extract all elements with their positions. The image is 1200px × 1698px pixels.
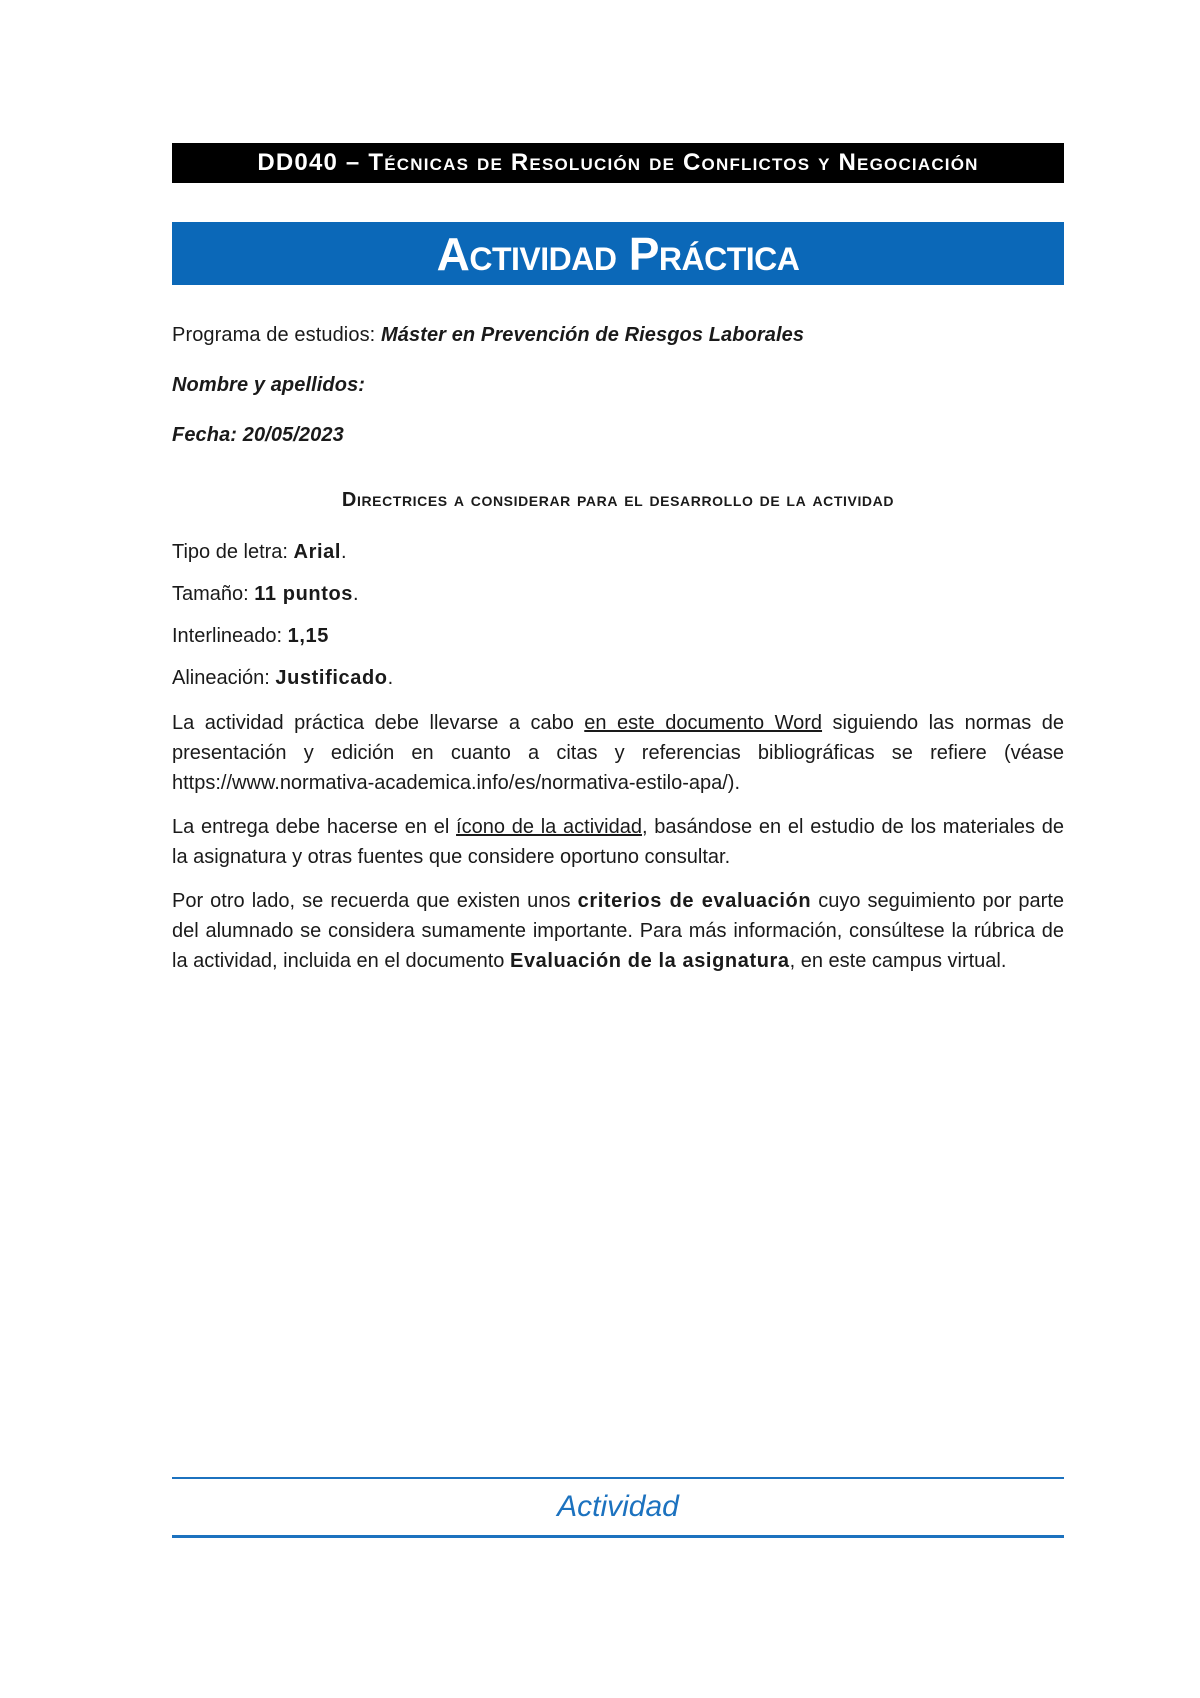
p3-text-a: Por otro lado, se recuerda que existen unos (172, 890, 578, 912)
spacing-spec-label: Interlineado: (172, 625, 288, 647)
p3-text-b: cuyo seguimiento por parte del alumnado se considera sumamente importante. Para más información, consúltese la rúbrica de la actividad, incluida en el documento (172, 890, 1065, 972)
instructions (172, 708, 1064, 976)
align-spec: Alineación: Justificado. (172, 667, 394, 689)
align-spec-value: Justificado (275, 667, 388, 689)
date-label: Fecha: 20/05/2023 (172, 424, 344, 446)
size-spec: Tamaño: 11 puntos. (172, 583, 359, 605)
size-spec-label: Tamaño: (172, 583, 255, 605)
name-label: Nombre y apellidos: (172, 374, 366, 396)
page-footer (172, 1477, 1064, 1538)
size-spec-value: 11 puntos (254, 583, 354, 605)
activity-title-bar (172, 222, 1064, 285)
footer-label: Actividad (557, 1490, 679, 1523)
paragraph-word-document (172, 708, 1064, 798)
p2-text-b: , basándose en el estudio de los materiales de la asignatura y otras fuentes que considere oportuno consultar. (172, 816, 1065, 868)
p1-text-a: La actividad práctica debe llevarse a cabo (172, 712, 585, 734)
align-spec-label: Alineación: (172, 667, 276, 689)
course-title-bar (172, 143, 1064, 183)
course-title: DD040 – Técnicas de Resolución de Conflictos y Negociación (257, 149, 979, 176)
word-document-link[interactable]: en este documento Word (584, 712, 823, 734)
student-info (172, 323, 1064, 447)
format-specs (172, 540, 1064, 690)
font-spec: Tipo de letra: Arial. (172, 541, 347, 563)
activity-title: Actividad Práctica (436, 227, 800, 280)
name-line (172, 373, 1064, 397)
paragraph-evaluation (172, 886, 1064, 976)
date-line (172, 423, 1064, 447)
evaluation-criteria: criterios de evaluación (577, 890, 812, 912)
document-page (172, 143, 1064, 990)
guidelines-title: Directrices a considerar para el desarrollo de la actividad (341, 489, 895, 511)
spacing-spec (172, 624, 1064, 648)
font-spec-value: Arial (293, 541, 342, 563)
activity-icon-link[interactable]: ícono de la actividad (456, 816, 642, 838)
program-line (172, 323, 1064, 347)
p2-text-a: La entrega debe hacerse en el (172, 816, 457, 838)
program-value: Máster en Prevención de Riesgos Laborales (380, 324, 805, 346)
paragraph-submission (172, 812, 1064, 872)
p3-text-c: , en este campus virtual. (789, 950, 1007, 972)
font-spec-label: Tipo de letra: (172, 541, 294, 563)
evaluation-document: Evaluación de la asignatura (510, 950, 790, 972)
program-label: Programa de estudios: (172, 324, 381, 346)
spacing-spec-value: 1,15 (287, 625, 329, 647)
p1-text-b: siguiendo las normas de presentación y edición en cuanto a citas y referencias bibliográficas se refiere (véase https://www.normativa-academica.info/es/normativa-estilo-apa/). (172, 712, 1064, 794)
